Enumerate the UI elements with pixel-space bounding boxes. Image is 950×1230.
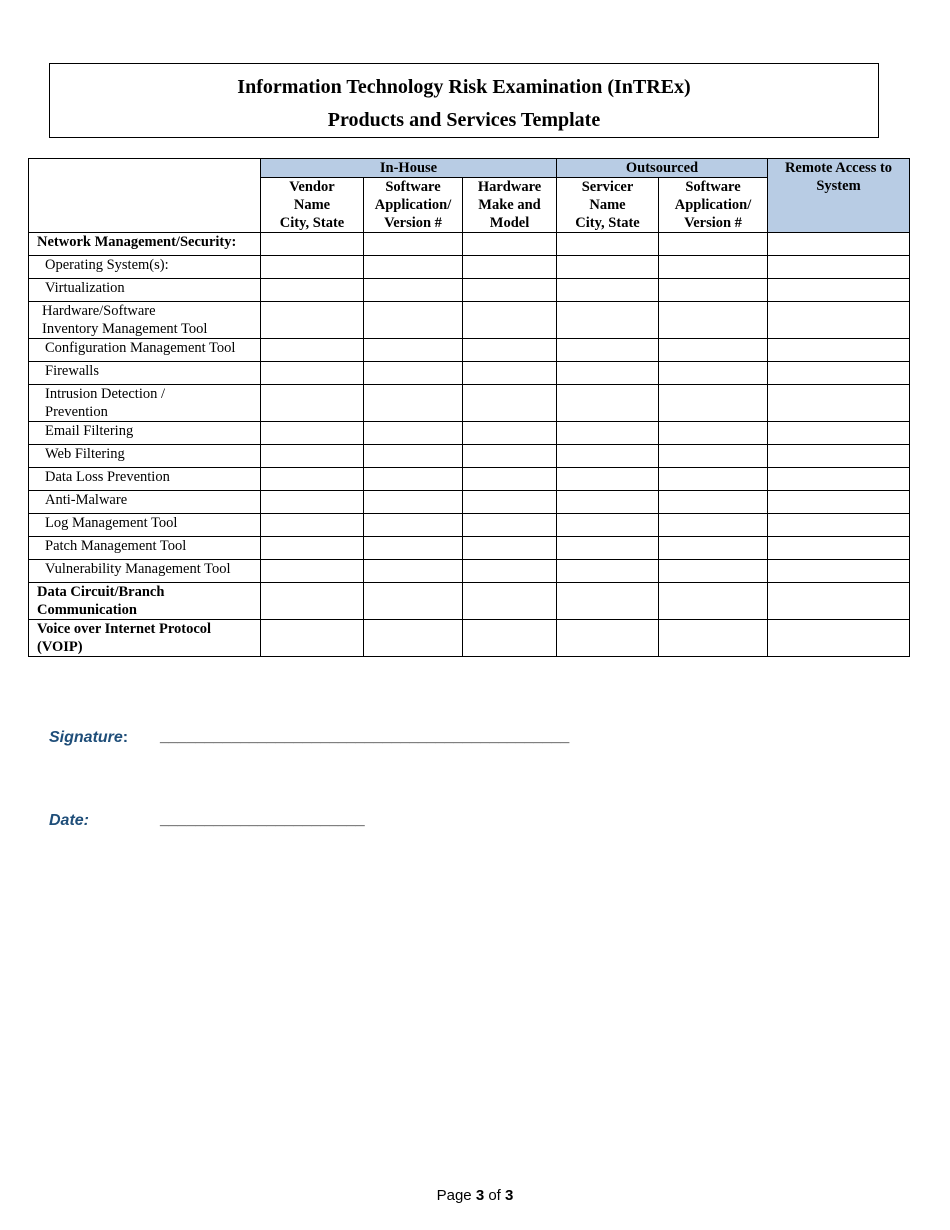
entry-cell[interactable]	[261, 362, 364, 385]
entry-cell[interactable]	[768, 302, 910, 339]
document-title: Information Technology Risk Examination (InTREx)	[237, 76, 691, 98]
entry-cell[interactable]	[463, 302, 557, 339]
date-label: Date:	[49, 812, 90, 829]
row-label: Configuration Management Tool	[29, 339, 261, 362]
entry-cell[interactable]	[557, 620, 659, 657]
row-label: Hardware/Software Inventory Management Tool	[29, 302, 261, 339]
entry-cell[interactable]	[557, 560, 659, 583]
table-row	[29, 233, 910, 256]
entry-cell[interactable]	[261, 514, 364, 537]
current-page-number: 3	[475, 1187, 485, 1204]
row-label: Data Circuit/Branch Communication	[29, 583, 261, 620]
entry-cell[interactable]	[659, 362, 768, 385]
table-row	[29, 362, 910, 385]
entry-cell[interactable]	[557, 514, 659, 537]
entry-cell[interactable]	[261, 279, 364, 302]
column-header-software-inhouse: Software Application/ Version #	[364, 178, 463, 233]
date-line[interactable]: _______________________	[160, 811, 365, 828]
table-row	[29, 422, 910, 445]
entry-cell[interactable]	[261, 302, 364, 339]
entry-cell[interactable]	[768, 445, 910, 468]
entry-cell[interactable]	[364, 385, 463, 422]
outsourced-header: Outsourced	[557, 159, 768, 178]
entry-cell[interactable]	[364, 491, 463, 514]
entry-cell[interactable]	[364, 422, 463, 445]
table-row	[29, 468, 910, 491]
products-services-table	[28, 158, 910, 657]
row-label: Intrusion Detection / Prevention	[29, 385, 261, 422]
entry-cell[interactable]	[659, 514, 768, 537]
entry-cell[interactable]	[659, 491, 768, 514]
entry-cell[interactable]	[463, 279, 557, 302]
row-label: Email Filtering	[29, 422, 261, 445]
entry-cell[interactable]	[659, 537, 768, 560]
entry-cell[interactable]	[557, 256, 659, 279]
column-header-vendor: Vendor Name City, State	[261, 178, 364, 233]
entry-cell[interactable]	[659, 422, 768, 445]
row-label: Anti-Malware	[29, 491, 261, 514]
table-row	[29, 302, 910, 339]
entry-cell[interactable]	[261, 620, 364, 657]
entry-cell[interactable]	[463, 537, 557, 560]
row-label: Voice over Internet Protocol (VOIP)	[29, 620, 261, 657]
table-row	[29, 279, 910, 302]
entry-cell[interactable]	[659, 233, 768, 256]
signature-label: Signature:	[49, 729, 129, 746]
entry-cell[interactable]	[463, 491, 557, 514]
page-footer: Page 3 of 3	[436, 1187, 514, 1204]
entry-cell[interactable]	[557, 491, 659, 514]
entry-cell[interactable]	[557, 422, 659, 445]
entry-cell[interactable]	[261, 537, 364, 560]
entry-cell[interactable]	[557, 302, 659, 339]
table-row	[29, 339, 910, 362]
entry-cell[interactable]	[463, 339, 557, 362]
entry-cell[interactable]	[768, 537, 910, 560]
entry-cell[interactable]	[659, 468, 768, 491]
entry-cell[interactable]	[261, 445, 364, 468]
entry-cell[interactable]	[463, 385, 557, 422]
entry-cell[interactable]	[463, 583, 557, 620]
entry-cell[interactable]	[261, 422, 364, 445]
row-label: Vulnerability Management Tool	[29, 560, 261, 583]
row-label: Patch Management Tool	[29, 537, 261, 560]
entry-cell[interactable]	[364, 339, 463, 362]
entry-cell[interactable]	[557, 233, 659, 256]
entry-cell[interactable]	[364, 620, 463, 657]
entry-cell[interactable]	[768, 583, 910, 620]
entry-cell[interactable]	[463, 256, 557, 279]
entry-cell[interactable]	[659, 583, 768, 620]
entry-cell[interactable]	[463, 362, 557, 385]
entry-cell[interactable]	[463, 233, 557, 256]
entry-cell[interactable]	[261, 560, 364, 583]
row-label: Operating System(s):	[29, 256, 261, 279]
entry-cell[interactable]	[557, 279, 659, 302]
table-row	[29, 620, 910, 657]
row-label: Log Management Tool	[29, 514, 261, 537]
document-subtitle: Products and Services Template	[327, 109, 601, 131]
table-corner-cell	[29, 159, 261, 233]
entry-cell[interactable]	[463, 445, 557, 468]
entry-cell[interactable]	[768, 468, 910, 491]
entry-cell[interactable]	[768, 233, 910, 256]
table-row	[29, 491, 910, 514]
entry-cell[interactable]	[463, 620, 557, 657]
entry-cell[interactable]	[659, 279, 768, 302]
table-row	[29, 514, 910, 537]
entry-cell[interactable]	[768, 491, 910, 514]
entry-cell[interactable]	[557, 445, 659, 468]
entry-cell[interactable]	[659, 445, 768, 468]
table-row	[29, 583, 910, 620]
entry-cell[interactable]	[463, 422, 557, 445]
table-row	[29, 256, 910, 279]
entry-cell[interactable]	[261, 339, 364, 362]
remote-access-header: Remote Access to System	[768, 159, 910, 233]
entry-cell[interactable]	[768, 256, 910, 279]
entry-cell[interactable]	[364, 279, 463, 302]
title-box	[49, 63, 879, 138]
entry-cell[interactable]	[768, 422, 910, 445]
entry-cell[interactable]	[557, 537, 659, 560]
entry-cell[interactable]	[768, 560, 910, 583]
row-label: Data Loss Prevention	[29, 468, 261, 491]
entry-cell[interactable]	[557, 385, 659, 422]
entry-cell[interactable]	[768, 339, 910, 362]
entry-cell[interactable]	[768, 514, 910, 537]
table-row	[29, 537, 910, 560]
entry-cell[interactable]	[463, 514, 557, 537]
entry-cell[interactable]	[659, 560, 768, 583]
entry-cell[interactable]	[557, 583, 659, 620]
entry-cell[interactable]	[261, 491, 364, 514]
column-header-software-outsourced: Software Application/ Version #	[659, 178, 768, 233]
entry-cell[interactable]	[261, 583, 364, 620]
entry-cell[interactable]	[261, 256, 364, 279]
entry-cell[interactable]	[768, 385, 910, 422]
entry-cell[interactable]	[768, 620, 910, 657]
entry-cell[interactable]	[659, 302, 768, 339]
entry-cell[interactable]	[364, 468, 463, 491]
table-row	[29, 560, 910, 583]
entry-cell[interactable]	[364, 583, 463, 620]
entry-cell[interactable]	[364, 445, 463, 468]
entry-cell[interactable]	[659, 385, 768, 422]
in-house-header: In-House	[261, 159, 557, 178]
column-header-servicer: Servicer Name City, State	[557, 178, 659, 233]
entry-cell[interactable]	[463, 468, 557, 491]
entry-cell[interactable]	[364, 537, 463, 560]
entry-cell[interactable]	[364, 560, 463, 583]
row-label: Network Management/Security:	[29, 233, 261, 256]
signature-line[interactable]: ______________________________________________	[160, 728, 570, 745]
entry-cell[interactable]	[364, 514, 463, 537]
entry-cell[interactable]	[557, 362, 659, 385]
entry-cell[interactable]	[659, 339, 768, 362]
entry-cell[interactable]	[768, 279, 910, 302]
entry-cell[interactable]	[261, 468, 364, 491]
entry-cell[interactable]	[659, 620, 768, 657]
row-label: Virtualization	[29, 279, 261, 302]
entry-cell[interactable]	[768, 362, 910, 385]
entry-cell[interactable]	[364, 302, 463, 339]
entry-cell[interactable]	[364, 362, 463, 385]
entry-cell[interactable]	[463, 560, 557, 583]
row-label: Web Filtering	[29, 445, 261, 468]
table-row	[29, 445, 910, 468]
entry-cell[interactable]	[659, 256, 768, 279]
table-row	[29, 385, 910, 422]
column-header-hardware: Hardware Make and Model	[463, 178, 557, 233]
total-pages-number: 3	[505, 1187, 514, 1204]
entry-cell[interactable]	[557, 339, 659, 362]
entry-cell[interactable]	[364, 256, 463, 279]
entry-cell[interactable]	[261, 233, 364, 256]
entry-cell[interactable]	[557, 468, 659, 491]
row-label: Firewalls	[29, 362, 261, 385]
entry-cell[interactable]	[364, 233, 463, 256]
entry-cell[interactable]	[261, 385, 364, 422]
